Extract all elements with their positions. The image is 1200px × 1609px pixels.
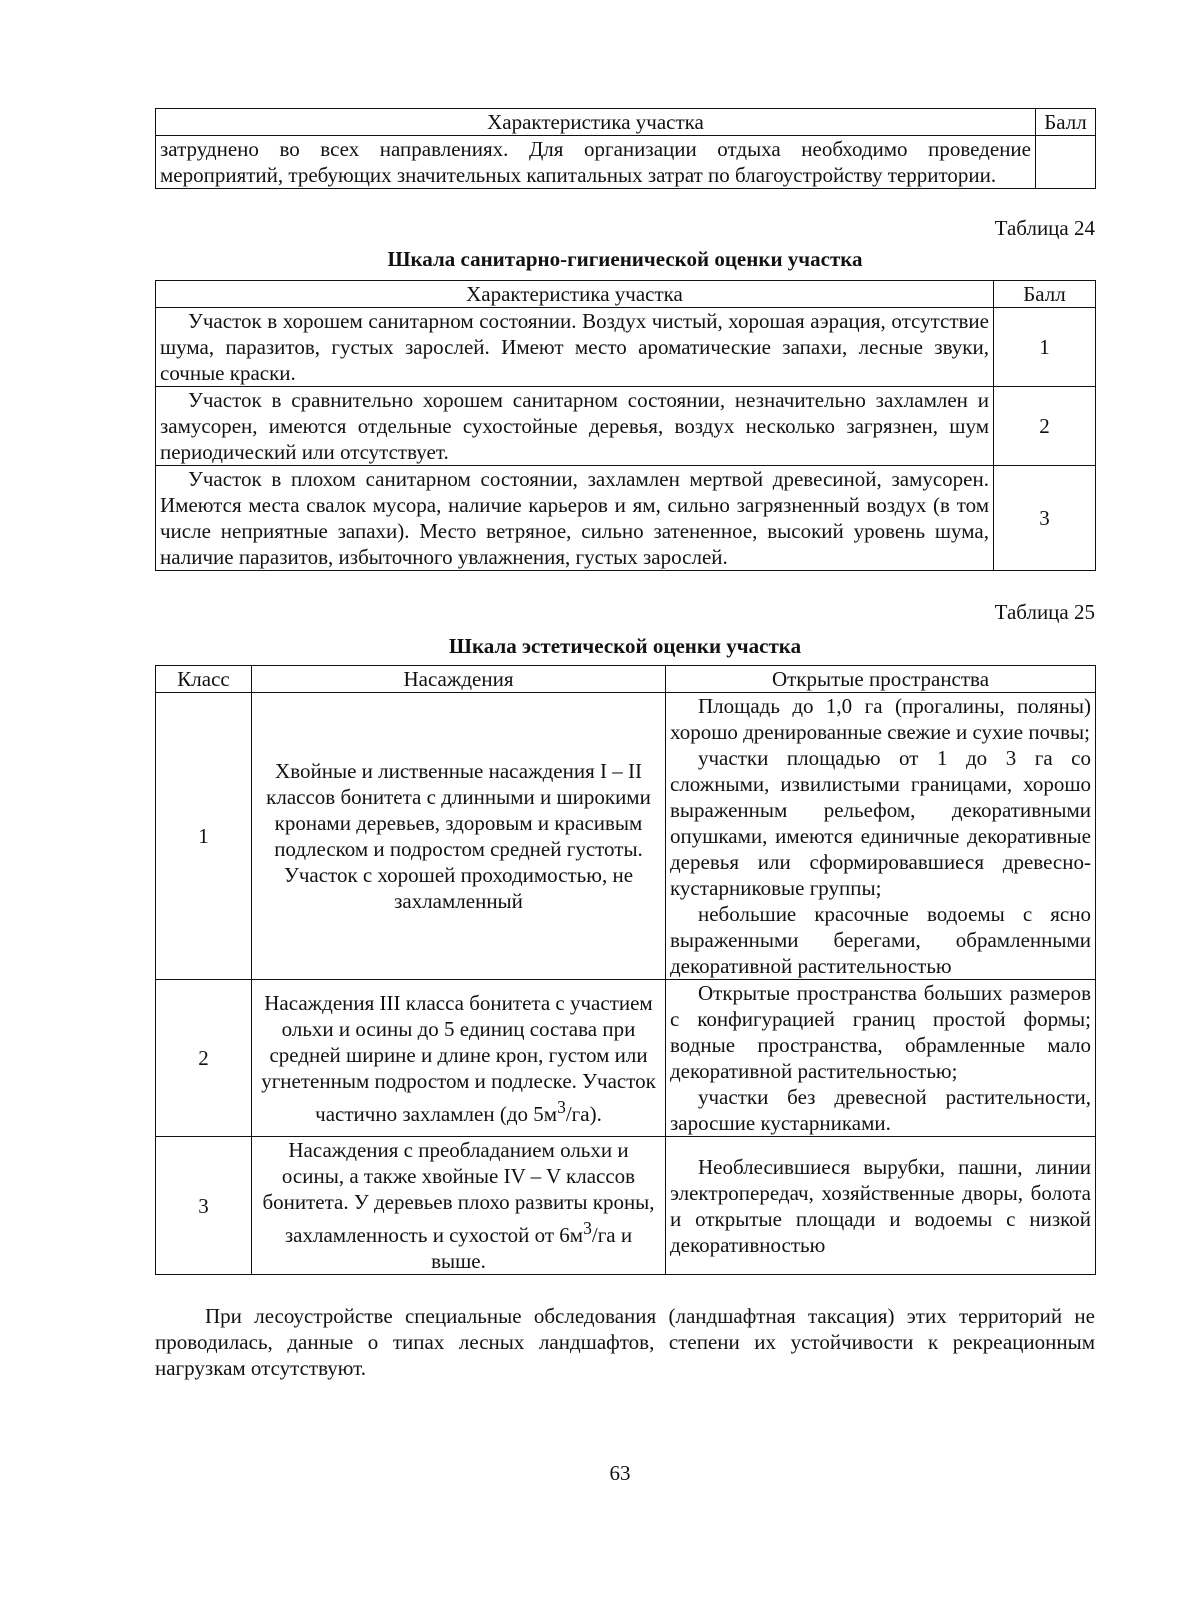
row-characteristic: затруднено во всех направлениях. Для организации отдыха необходимо проведение мероприятий, требующих значительных капитальных затрат по благоустройству территории. <box>156 136 1036 189</box>
header-characteristic: Характеристика участка <box>156 109 1036 136</box>
row-plantings <box>252 980 666 1137</box>
open-space-paragraph: небольшие красочные водоемы с ясно выраженными берегами, обрамленными декоративной растительностью <box>670 902 1091 978</box>
header-score: Балл <box>1036 109 1096 136</box>
open-space-paragraph: Необлесившиеся вырубки, пашни, линии электропередач, хозяйственные дворы, болота и открытые площади и водоемы с низкой декоративностью <box>670 1154 1091 1257</box>
open-space-paragraph: участки без древесной растительности, заросшие кустарниками. <box>670 1085 1091 1135</box>
table-row <box>156 308 1096 387</box>
row-characteristic: Участок в сравнительно хорошем санитарном состоянии, незначительно захламлен и замусорен, имеются отдельные сухостойные деревья, воздух несколько загрязнен, шум периодический или отсутствует. <box>156 387 994 466</box>
table-header-row <box>156 109 1096 136</box>
row-plantings <box>252 1137 666 1275</box>
header-score: Балл <box>994 281 1096 308</box>
open-space-paragraph: Открытые пространства больших размеров с конфигурацией границ простой формы; водные пространства, обрамленные мало декоративной растительностью; <box>670 981 1091 1083</box>
table-row <box>156 693 1096 980</box>
table-row <box>156 1137 1096 1275</box>
row-open-spaces <box>666 1137 1096 1275</box>
table-25-title: Шкала эстетической оценки участка <box>448 634 802 658</box>
page-content <box>155 108 1095 1381</box>
table-header-row <box>156 281 1096 308</box>
table-header-row <box>156 666 1096 693</box>
header-class: Класс <box>156 666 252 693</box>
plantings-text: Насаждения с преобладанием ольхи и осины, а также хвойные IV – V классов бонитета. У деревьев плохо развиты кроны, захламленность и сухостой от 6м <box>262 1138 655 1247</box>
plantings-text-end: /га). <box>565 1101 602 1126</box>
plantings-text: Насаждения III класса бонитета с участием ольхи и осины до 5 единиц состава при средней ширине и длине крон, густом или угнетенным подростом и подлеске. Участок частично захламлен (до 5м <box>261 990 656 1126</box>
row-score: 3 <box>994 466 1096 571</box>
table-row <box>156 136 1096 189</box>
table-24-title: Шкала санитарно-гигиенической оценки участка <box>387 247 863 271</box>
table-continued <box>155 108 1096 189</box>
header-plantings: Насаждения <box>252 666 666 693</box>
row-plantings: Хвойные и лиственные насаждения I – II классов бонитета с длинными и широкими кронами деревьев, здоровым и красивым подлеском и подростом средней густоты. Участок с хорошей проходимостью, не захламленный <box>252 693 666 980</box>
row-class: 1 <box>156 693 252 980</box>
row-class: 2 <box>156 980 252 1137</box>
open-space-paragraph: участки площадью от 1 до 3 га со сложными, извилистыми границами, хорошо выраженным рельефом, декоративными опушками, имеются единичные декоративные деревья или сформировавшиеся древесно-кустарниковые группы; <box>670 746 1091 900</box>
page-number: 63 <box>609 1461 631 1485</box>
header-characteristic: Характеристика участка <box>156 281 994 308</box>
table-25 <box>155 665 1096 1275</box>
plantings-text-end: /га и выше. <box>431 1223 633 1273</box>
table-row <box>156 980 1096 1137</box>
row-characteristic: Участок в плохом санитарном состоянии, захламлен мертвой древесиной, замусорен. Имеются места свалок мусора, наличие карьеров и ям, сильно загрязненный воздух (в том числе неприятные запахи). Место ветряное, сильно затененное, высокий уровень шума, наличие паразитов, избыточного увлажнения, густых зарослей. <box>156 466 994 571</box>
row-score: 2 <box>994 387 1096 466</box>
superscript: 3 <box>557 1096 566 1117</box>
row-open-spaces <box>666 980 1096 1137</box>
table-25-label: Таблица 25 <box>994 600 1095 624</box>
table-24 <box>155 280 1096 571</box>
table-row <box>156 387 1096 466</box>
open-space-paragraph: Площадь до 1,0 га (прогалины, поляны) хорошо дренированные свежие и сухие почвы; <box>670 694 1091 744</box>
table-row <box>156 466 1096 571</box>
row-score <box>1036 136 1096 189</box>
row-characteristic: Участок в хорошем санитарном состоянии. Воздух чистый, хорошая аэрация, отсутствие шума, паразитов, густых зарослей. Имеют место ароматические запахи, лесные звуки, сочные краски. <box>156 308 994 387</box>
superscript: 3 <box>583 1218 592 1238</box>
header-open-spaces: Открытые пространства <box>666 666 1096 693</box>
row-score: 1 <box>994 308 1096 387</box>
table-24-label: Таблица 24 <box>994 216 1095 240</box>
row-class: 3 <box>156 1137 252 1275</box>
row-open-spaces <box>666 693 1096 980</box>
body-paragraph: При лесоустройстве специальные обследования (ландшафтная таксация) этих территорий не проводилась, данные о типах лесных ландшафтов, степени их устойчивости к рекреационным нагрузкам отсутствуют. <box>155 1304 1095 1380</box>
